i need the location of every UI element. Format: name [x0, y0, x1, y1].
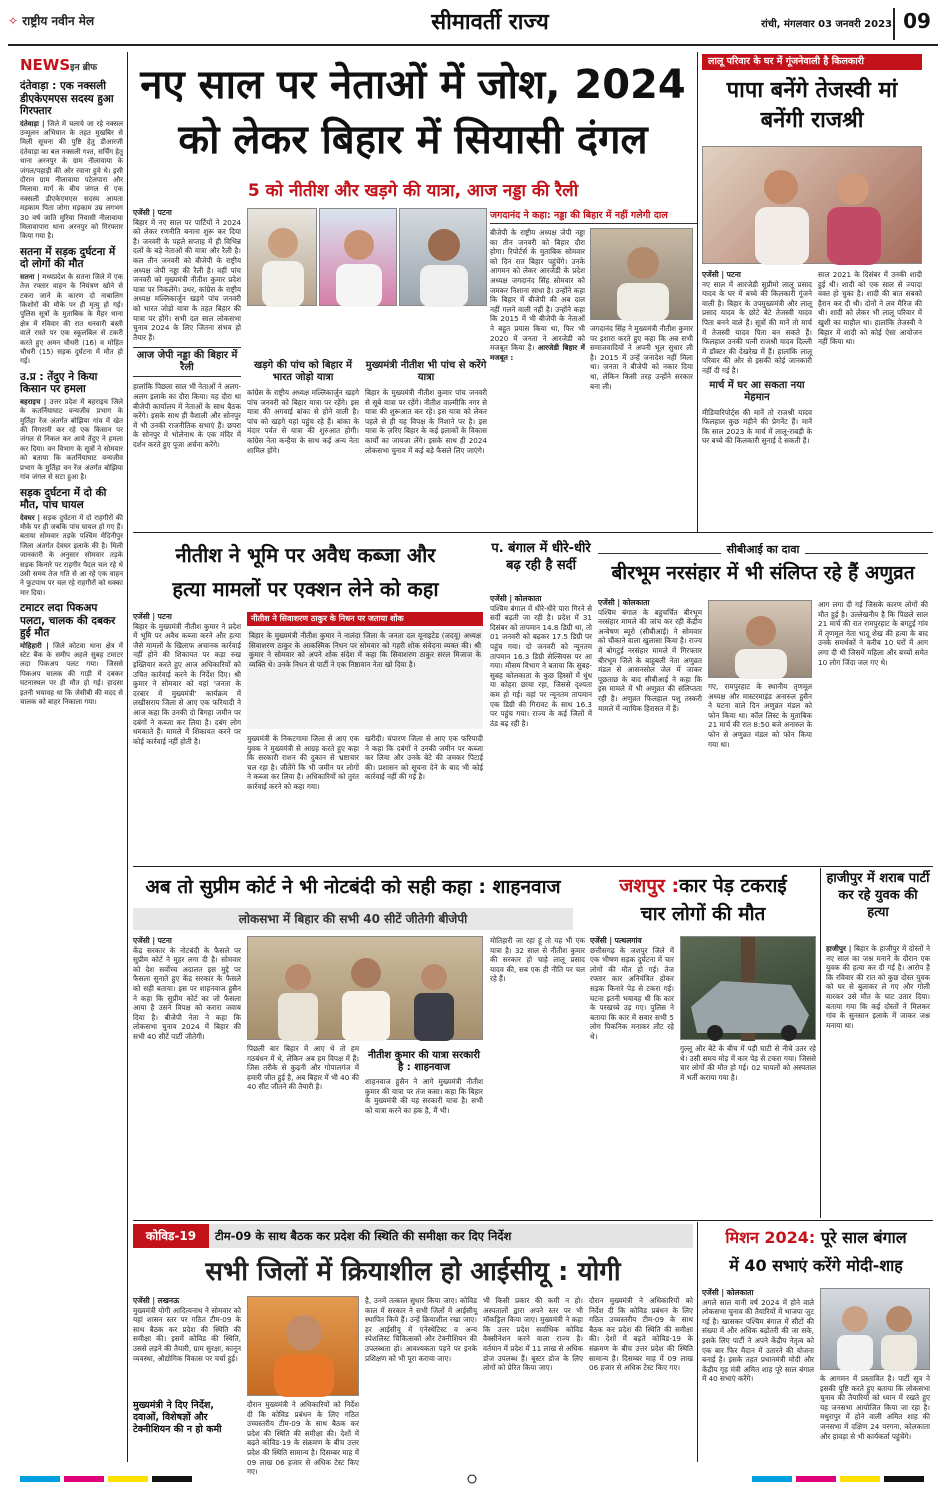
condolence-text: बिहार के मुख्यमंत्री नीतीश कुमार ने नालंदा जिला के जनता दल यूनाइटेड (जदयू) अध्यक्ष सिवाशरण ठाकुर के आकस्मिक निधन पर सोमवार को गहरी शोक संवेदना व्यक्त की। श्री कुमार ने सोमवार को अपने शोक संदेश में कहा कि सिवाशरण ठाकुर सरल मिजाज के व्यक्ति थे। उनके निधन से पार्टी ने एक निष्ठावान नेता खो दिया है। — [249, 631, 481, 669]
lead-body-col3 — [365, 310, 487, 510]
jagdanand-quote-text: जगदानंद सिंह ने मुख्यमंत्री नीतीश कुमार पर इशारा करते हुए कहा कि अब सभी समाजवादियों ने अपनी भूल सुधार ली है। 2015 में उन्हें जनादेश नहीं मिला था। जनता ने बीजेपी को नकार दिया था, लेकिन किसी तरह उन्होंने सरकार बना ली। — [590, 324, 693, 391]
lalu-headline: पापा बनेंगे तेजस्वी मां बनेंगी राजश्री — [726, 78, 898, 133]
covid-tag: कोविड-19 — [133, 1224, 209, 1248]
bird-icon: ✧ — [8, 14, 19, 28]
jagdanand-photo — [590, 228, 693, 320]
masthead — [0, 0, 945, 45]
brief-title: सड़क दुर्घटना में दो की मौत, पांच घायल — [20, 486, 107, 511]
lalu-dateline: एजेंसी | पटना — [702, 270, 741, 279]
sc-body3-text: मोतिहारी जा रहा हूं तो यह भी एक यात्रा है। 32 साल से नीतीश कुमार की सरकार हो चाहे लालू प्रसाद यादव की, सब एक ही नीति पर चल रहे हैं। — [490, 936, 585, 984]
person-icon — [320, 209, 398, 307]
brief-title: दंतेवाड़ा : एक नक्सली डीएकेएमएस सदस्य हुआ गिरफ्तार — [20, 80, 114, 117]
couple-photo-icon — [703, 147, 923, 265]
person-icon — [248, 1297, 360, 1397]
nitish-land-body-text: बिहार के मुख्यमंत्री नीतीश कुमार ने प्रदेश में भूमि पर अवैध कब्जा करने और हत्या जैसे मामलों के खिलाफ अचानक कार्रवाई नहीं होने की शिकायत पर कड़ा रुख इख्तियार करते हुए आज अधिकारियों को उचित कार्रवाई करने के निर्देश दिए। श्री कुमार ने सोमवार को यहां 'जनता के दरबार में मुख्यमंत्री' कार्यक्रम में लखीसराय जिला से आए एक फरियादी ने आज कहा कि उनकी दो बिगहा जमीन पर दबंगों ने कब्जा कर लिया है। दबंग लोग धमकाते हैं। मामले में शिकायत करने पर कोई कार्रवाई नहीं होती है। — [133, 621, 241, 746]
sc-body2-text: पिछली बार बिहार में आए थे तो हम गठबंधन में थे, लेकिन अब हम विपक्ष में हैं। जिस तरीके से कुढ़नी और गोपालगंज में हमारी जीत हुई है, अब बिहार में भी 40 की 40 सीट जीतने की तैयारी है। — [247, 1044, 359, 1092]
lalu-body-col1 — [702, 270, 812, 530]
lead-headline-line1: नए साल पर नेताओं में जोश, 2024 — [140, 62, 686, 108]
section-rule — [133, 532, 933, 533]
news-logo-tag: इन ब्रीफ — [70, 63, 98, 73]
news-logo-text: NEWS — [20, 56, 71, 74]
brief-text: उत्तर प्रदेश में बहराइच जिले के कतर्नियाघाट वन्यजीव प्रभाग के मुर्तिहा रेंज अंतर्गत बोझिया गांव में खेत की निगरानी कर रहे एक किसान पर जंगल से निकल कर आये तेंदुए ने हमला कर दिया। वन विभाग के सूत्रों ने सोमवार को बताया कि कतर्नियाघाट वन्यजीव प्रभाग के मुर्तिहा वन रेंज अंतर्गत बोझिया गांव जंगल से सटा हुआ है। — [20, 397, 124, 482]
page-number: 09 — [903, 9, 931, 33]
brief-dateline: देवघर | — [20, 513, 41, 522]
covid-body4-text: भी किसी प्रकार की कमी न हो। अस्पतालों द्वारा अपने स्तर पर भी मॉकड्रिल किया जाए। मुख्यमंत्री ने कहा कि उत्तर प्रदेश सर्वाधिक कोविड वैक्सीनेशन करने वाला राज्य है। वर्तमान में प्रदेश में 11 लाख से अधिक डोज उपलब्ध हैं। बूस्टर डोज के लिए लोगों को प्रेरित किया जाए। — [483, 1296, 583, 1373]
cbi-kicker — [598, 538, 928, 554]
sc-box — [365, 1050, 483, 1216]
person-icon — [591, 229, 694, 321]
paper-name: राष्ट्रीय नवीन मेल — [22, 14, 95, 28]
sc-headline: अब तो सुप्रीम कोर्ट ने भी नोटबंदी को सही कहा : शाहनवाज — [145, 876, 561, 898]
covid-body-text: मुख्यमंत्री योगी आदित्यनाथ ने सोमवार को यहां शासन स्तर पर गठित टीम-09 के साथ बैठक कर प्रदेश की स्थिति की समीक्षा की। इसमें कोविड की स्थिति, उससे लड़ने की तैयारी, ग्राम सुरक्षा, कानून व्यवस्था, औद्योगिक विकास पर चर्चा हुई। — [133, 1305, 241, 1363]
jagdanand-quote — [590, 324, 693, 524]
jashpur-headline-red: जशपुर : — [619, 875, 680, 897]
lalu-body-col2 — [818, 270, 922, 530]
covid-body2-text: दौरान मुख्यमंत्री ने अधिकारियों को निर्देश दी कि कोविड प्रबंधन के लिए गठित उच्चस्तरीय टीम-09 के साथ बैठक कर प्रदेश की स्थिति की समीक्षा की। देशों में बढ़ते कोविड-19 के संक्रमण के बीच उत्तर प्रदेश की स्थिति सामान्य है। दिसम्बर माह में 09 लाख 06 हजार से अधिक टेस्ट किए गए। — [247, 1400, 359, 1477]
section-rule — [133, 1220, 933, 1221]
nitish-photo — [247, 208, 317, 306]
covid-body5-text: दौरान मुख्यमंत्री ने अधिकारियों को निर्देश दी कि कोविड प्रबंधन के लिए गठित उच्चस्तरीय टीम-09 के साथ बैठक कर प्रदेश की स्थिति की समीक्षा की। देशों में बढ़ते कोविड-19 के संक्रमण के बीच उत्तर प्रदेश की स्थिति सामान्य है। दिसम्बर माह में 09 लाख 06 हजार से अधिक टेस्ट किए गए। — [589, 1296, 693, 1373]
covid-body-col4 — [483, 1296, 583, 1462]
section-rule — [133, 866, 933, 867]
brief-text: सड़क दुर्घटना में दो राहगीरों की मौके पर ही जबकि पांच घायल हो गए हैं। बताया सोमवार तड़के पश्चिम मेदिनीपुर जिला अंतर्गत देवघर इलाके की है। मिली जानकारी के अनुसार सोमवार तड़के सड़क किनारे पर राहगीर पैदल चल रहे थे उसी समय तेज गति से आ रहे एक वाहन ने फुटपाथ पर चल रहे राहगीरों को धक्का मार दिया। — [20, 513, 123, 597]
mission-body-text: अगले साल यानी वर्ष 2024 में होने वाले लोकसभा चुनाव की तैयारियों में भाजपा जुट गई है। खासकर पश्चिम बंगाल में सीटों की संख्या में और अधिक बढ़ोतरी की जा सके, इसके लिए पार्टी ने अपने केंद्रीय नेतृत्व को एक बार फिर मैदान में उतारने की योजना बनाई है। इसके तहत प्रधानमंत्री मोदी और केंद्रीय गृह मंत्री अमित शाह पूरे साल बंगाल में 40 सभाएं करेंगे। — [702, 1297, 814, 1384]
cbi-body-col1 — [598, 598, 702, 862]
nitish-land-body-col2 — [247, 734, 359, 862]
brief-text: जिले में चलाये जा रहे नक्सल उन्मूलन अभियान के तहत मुखबिर से मिली सूचना की पुष्टि हेतु डीआरजी दंतेवाड़ा का बल नक्सली गश्त, सर्चिंग हेतु थाना अरनपुर के ग्राम नीलावाया के जंगल/पहाड़ी की ओर रवाना हुये थे। इसी दौरान ग्राम नीलावाया पटेलपारा और मिलावा मार्ग के बीच जंगल से एक नक्सली डीएकेएमएस सदस्य आयता मड़काम पिता जोगा मड़काम उम्र लगभग 30 वर्ष जाति मुरिया निवासी नीलावाया मिलावापारा थाना अरनपुर को गिरफ्तार किया गया है। — [20, 119, 123, 241]
bengal-cold-headline: प. बंगाल में धीरे-धीरे बढ़ रही है सर्दी — [491, 541, 591, 573]
bengal-cold-body — [490, 594, 592, 862]
brief-text: जिले कोटवा थाना क्षेत्र में स्टेट बैंक के समीप अहले सुबह टमाटर लदा पिकअप पलट गया। जिससे पिकअप चालक की गाड़ी में दबकर घटनास्थल पर ही मौत हो गई। हादसा इतनी भयावह था कि जेसीबी की मदद से चालक को बाहर निकाला गया। — [20, 641, 123, 707]
person-icon — [248, 209, 318, 307]
cbi-kicker-text: सीबीआई का दावा — [721, 543, 806, 556]
brief-dateline: मोहिहारी | — [20, 641, 49, 650]
lead-box2-title: खड़गे की पांच को बिहार में भारत जोड़ो यात्रा — [254, 360, 352, 383]
car-icon — [681, 937, 817, 1041]
modi-shah-photo — [820, 1288, 930, 1370]
two-persons-icon — [821, 1289, 931, 1371]
mission-body2-text: के आगमन में प्रस्तावित है। पार्टी सूत्र ने इसकी पुष्टि करते हुए बताया कि लोकसभा चुनाव की तैयारियों को ध्यान में रखते हुए यह जनसभा आयोजित किया जा रहा है। मथुरापुर में होने वाली अमित शाह की जनसभा में दक्षिण 24 परगना, कोलकाता और हावड़ा से भी कार्यकर्ता पहुंचेंगे। — [820, 1374, 930, 1441]
lalu-box-title: मार्च में घर आ सकता नया मेहमान — [709, 379, 805, 403]
anubrata-photo — [708, 600, 812, 678]
brief-body — [20, 120, 123, 242]
nitish-land-headline-line2: हत्या मामलों पर एक्शन लेने को कहा — [172, 577, 439, 601]
sc-body-text: केंद्र सरकार के नोटबंदी के फैसले पर सुप्रीम कोर्ट ने मुहर लगा दी है। सोमवार को देश सर्वोच्च अदालत इस मुद्दे पर फैसला सुनाते हुए केंद्र सरकार के फैसले को सही बताया। इस पर शाहनवाज हुसैन ने कहा कि सुप्रीम कोर्ट का जो फैसला आया है उसने विपक्ष को करारा जवाब दिया है। बीजेपी नेता ने कहा कि लोकसभा चुनाव 2024 में बिहार की सभी 40 सीटें पार्टी जीतेगी। — [133, 945, 241, 1041]
lead-body-col2 — [247, 310, 359, 510]
hajipur-rule — [820, 868, 821, 1218]
brief-body — [20, 398, 123, 483]
lalu-body-text: नए साल में आरजेडी सुप्रीमो लालू प्रसाद यादव के घर में बच्चे की किलकारी गूंजने वाली है। बिहार के उपमुख्यमंत्री और लालू प्रसाद यादव के छोटे बेटे तेजस्वी यादव पिता बनने वाले हैं। सूत्रों की मानें तो मार्च में तेजस्वी यादव पिता बन सकते हैं। फिलहाल उनकी पत्नी राजश्री यादव दिल्ली में डॉक्टर की देखरेख में हैं। हालांकि लालू परिवार की ओर से इसकी कोई जानकारी नहीं दी गई है। — [702, 279, 812, 375]
covid-strap-text: टीम-09 के साथ बैठक कर प्रदेश की स्थिति की समीक्षा कर दिए निर्देश — [215, 1229, 512, 1243]
mission-headline-line1 — [702, 1224, 930, 1252]
masthead-rule — [8, 44, 938, 46]
lead-box3-title: मुख्यमंत्री नीतीश भी पांच से करेंगे यात्रा — [365, 360, 487, 383]
nitish-land-body-col3 — [365, 734, 483, 862]
hajipur-headline: हाजीपुर में शराब पार्टी कर रहे युवक की हत्या — [826, 871, 930, 920]
bengal-cold-text: पश्चिम बंगाल में धीरे-धीरे पारा गिरने से सर्दी बढ़ती जा रही है। प्रदेश में 31 दिसंबर को तापमान 14.8 डिग्री था, तो 01 जनवरी को बढ़कर 17.5 डिग्री पर पहुंच गया। दो जनवरी को न्यूनतम तापमान 16.3 डिग्री सेल्सियस पर आ गया। मौसम विभाग ने बताया कि सुबह-सुबह कोलकाता के कुछ हिस्सों में धुंध या कोहरा छाया रहा, जिससे दृश्यता कम हो गई। वहां पर न्यूनतम तापमान एक डिग्री की गिरावट के साथ 16.3 पर पहुंच गया। राज्य के कई जिलों में ठंड बढ़ रही है। — [490, 603, 592, 728]
cbi-dateline: एजेंसी | कोलकाता — [598, 598, 650, 607]
nitish-land-dateline: एजेंसी | पटना — [133, 612, 172, 621]
kharge-photo — [399, 208, 487, 306]
group-photo-icon — [248, 937, 484, 1041]
jashpur-body2-text: गुल्लू और बेटे के बीच में पड़ी घाटी से नीचे उतर रहे थे। उसी समय मोड़ में कार पेड़ से टकरा गया। जिससे चार लोगों की मौत हो गई। 02 घायलों को अस्पताल में भर्ती कराया गया है। — [680, 1044, 816, 1082]
brief-body — [20, 273, 123, 367]
brief-dateline: सतना | — [20, 272, 40, 281]
hajipur-body-text: बिहार के हाजीपुर में दोस्तों ने नए साल का जश्न मनाने के दौरान एक युवक की हत्या कर दी गई है। आरोप है कि रविवार की रात को कुछ दोस्त युवक को घर से बुलाकर ले गए और गोली मारकर उसे मौत के घाट उतार दिया। बताया गया कि कई दोस्तों ने मिलकर गांव के सुनसान इलाके में जाकर जश्न मनाया था। — [826, 944, 930, 1030]
jashpur-body-col2 — [680, 1044, 816, 1216]
mission-headline-line2: में 40 सभाएं करेंगे मोदी-शाह — [729, 1256, 903, 1275]
jashpur-headline-black: कार पेड़ टकराई — [679, 875, 787, 897]
brief-title: टमाटर लदा पिकअप पलटा, चालक की दबकर हुई मौत — [20, 602, 116, 640]
bengal-cold-dateline: एजेंसी | कोलकाता — [490, 594, 542, 603]
sc-dateline: एजेंसी | पटना — [133, 936, 172, 945]
nitish-land-body-col1 — [133, 612, 241, 862]
jashpur-headline-line2: चार लोगों की मौत — [640, 903, 766, 925]
tejashwi-photo — [702, 146, 922, 264]
registration-marks-icon — [0, 1473, 945, 1485]
mission-body-col1 — [702, 1288, 814, 1462]
cbi-body-col3 — [818, 600, 928, 862]
car-crash-photo — [680, 936, 816, 1040]
covid-dateline: एजेंसी | लखनऊ — [133, 1296, 179, 1305]
brief-dateline: बहराइच | — [20, 397, 47, 406]
covid-body-col5 — [589, 1296, 693, 1462]
jagdanand-body — [490, 228, 585, 525]
news-brief-logo — [20, 56, 123, 78]
jashpur-headline — [590, 872, 816, 930]
covid-body-col2 — [247, 1400, 359, 1477]
cbi-body3-text: आग लगा दी गई जिसके कारण लोगों की मौत हुई है। उल्लेखनीय है कि पिछले साल 21 मार्च की रात रामपुरहाट के बगटुई गांव में तृणमूल नेता भादू शेख की हत्या के बाद उनके समर्थकों ने करीब 10 घरों में आग लगा दी थी जिसमें महिला और बच्चों समेत 10 लोग जिंदा जल गए थे। — [818, 600, 928, 667]
nitish-land-body3-text: खरीदी। चंपारण जिला से आए एक फरियादी ने कहा कि दबंगों ने उनकी जमीन पर कब्जा कर लिया और उनके बेटे की जमकर पिटाई की। प्रशासन को सूचना देने के बाद भी कोई कार्रवाई नहीं की गई है। — [365, 734, 483, 782]
jashpur-dateline: एजेंसी | पत्थलगांव — [590, 936, 642, 945]
lead-body-text: बिहार में नए साल पर पार्टियों ने 2024 को लेकर रणनीति बनाना शुरू कर दिया है। जनवरी के पहले सप्ताह में ही विभिन्न दलों के बड़े नेताओं की यात्रा और रैली है। कल तीन जनवरी को बीजेपी के राष्ट्रीय अध्यक्ष जेपी नड्डा की रैली है। वहीं पांच जनवरी को मुख्यमंत्री नीतीश कुमार प्रदेश यात्रा पर निकलेंगे। उधर, कांग्रेस के राष्ट्रीय अध्यक्ष मल्लिकार्जुन खड़गे पांच जनवरी को भारत जोड़ो यात्रा के तहत बिहार की यात्रा पर होंगे। सभी दल साल लोकसभा चुनाव 2024 के लिए जितना संभव हो तैयार हैं। — [133, 217, 241, 342]
mission-dateline: एजेंसी | कोलकाता — [702, 1288, 754, 1297]
sc-box-body: शाहनवाज हुसैन ने आगे मुख्यमंत्री नीतीश कुमार की यात्रा पर तंज कसा। कहा कि बिहार के मुख्यमंत्री की यह सरकारी यात्रा है। सभी को यात्रा करने का हक है, मैं भी। — [365, 1077, 483, 1115]
sc-box-title: नीतीश कुमार की यात्रा सरकारी है : शाहनवाज — [367, 1050, 481, 1073]
mission-body-col2 — [820, 1374, 930, 1462]
lead-box3-body: बिहार के मुख्यमंत्री नीतीश कुमार पांच जनवरी से सूबे यात्रा पर रहेंगे। नीतीश वाल्मीकि नगर से यात्रा की शुरूआत कर रहे। इस यात्रा को लेकर पहले से ही यह विपक्ष के निशाने पर है। इस यात्रा के ज़रिए बिहार के कई इलाकों के विकास कार्यों का जायजा लेंगे। इसके साथ ही 2024 लोकसभा चुनाव में कई बड़े फैसले लिए जाएंगे। — [365, 388, 487, 455]
mission-rule — [697, 1222, 698, 1462]
brief-body — [20, 642, 123, 708]
lalu-kicker: लालू परिवार के घर में गूंजनेवाली है किलकारी — [702, 54, 922, 70]
covid-strap — [133, 1224, 693, 1248]
lead-box1-body: हालांकि पिछला साल भी नेताओं ने अलग-अलग इलाके का दौरा किया। यह दौरा था बीजेपी कार्यालय में नेताओं के साथ बैठक करेंगे। इसके साथ ही वैशाली और सोनपुर में भी उनकी राजनीतिक सभाएं हैं। छपरा के सोनपुर में भोलेनाथ के एक मंदिर में दर्शन करते हुए पूजा अर्चना करेंगे। — [133, 382, 242, 449]
person-icon — [400, 209, 488, 307]
hajipur-body — [826, 944, 930, 1216]
lead-box1-title: आज जेपी नड्डा की बिहार में रैली — [133, 347, 241, 377]
lead-headline-line2: को लेकर बिहार में सियासी दंगल — [178, 117, 648, 163]
jashpur-body-text: छत्तीसगढ़ के जशपुर जिले में एक भीषण सड़क दुर्घटना में चार लोगों की मौत हो गई। तेज रफ्तार कार अनियंत्रित होकर सड़क किनारे पेड़ से टकरा गई। घटना इतनी भयावह थी कि कार के परखच्चे उड़ गए। पुलिस ने बताया कि कार में सवार सभी 5 लोग पिकनिक मनाकर लौट रहे थे। — [590, 945, 674, 1041]
brief-title: सतना में सड़क दुर्घटना में दो लोगों की मौत — [20, 245, 116, 271]
covid-box: मुख्यमंत्री ने दिए निर्देश, दवाओं, विशेषज्ञों और टेक्नीशियन की न हो कमी — [133, 1400, 222, 1435]
sc-subhead: लोकसभा में बिहार की सभी 40 सीटें जीतेगी बीजेपी — [133, 908, 573, 930]
lead-subhead: 5 को नीतीश और खड़गे की यात्रा, आज नड्डा की रैली — [247, 181, 579, 201]
nitish-land-headline — [133, 538, 478, 610]
cbi-body-col2 — [708, 682, 812, 862]
jagdanand-quote-label: आरजेडी बिहार में मजबूत : — [490, 343, 585, 362]
lead-dateline: एजेंसी | पटना — [133, 208, 172, 217]
brief-body — [20, 514, 123, 599]
news-brief-column — [20, 56, 123, 1464]
print-registration-strip — [0, 1470, 945, 1482]
brief-text: मध्यप्रदेश के सतना जिले में एक तेज रफ्तार वाहन के नियंत्रण खोने से टकरा जाने के कारण दो नाबालिग किशोरों की मौके पर ही मृत्यु हो गई। पुलिस सूत्रों के मुताबिक के मैहर थाना क्षेत्र में रविवार की रात धनवारी बस्ती वाले रास्ते पर एक स्कूलबिल से टकरी करते हुए अमन चौधरी (16) व मोहित चौधरी (15) सड़क दुर्घटना में मौत हो गई। — [20, 272, 123, 366]
sc-body-col4 — [490, 936, 585, 1216]
hajipur-dateline: हाजीपुर | — [826, 944, 852, 953]
covid-body-col3 — [365, 1296, 477, 1462]
dateline: रांची, मंगलवार 03 जनवरी 2023 — [761, 19, 892, 30]
covid-headline: सभी जिलों में क्रियाशील हो आईसीयू : योगी — [205, 1257, 621, 1287]
yogi-photo — [247, 1296, 359, 1396]
brief-dateline: दंतेवाड़ा | — [20, 119, 45, 128]
jagdanand-kicker: जगदानंद ने कहा: नड्डा की बिहार में नहीं गलेगी दाल — [490, 208, 698, 224]
cbi-headline: बीरभूम नरसंहार में भी संलिप्त रहे हैं अणुव्रत — [611, 562, 915, 584]
brief-title: उ.प्र : तेंदुए ने किया किसान पर हमला — [20, 370, 98, 396]
lalu-body2-text: साल 2021 के दिसंबर में उनकी शादी हुई थी। शादी को एक साल से ज्यादा वक्त हो चुका है। शादी की बात सबको हैरान कर दी थी। दोनों ने लव मैरिज की थी। शादी को लेकर भी लालू परिवार में खुशी का माहौल था। हालांकि तेजस्वी ने बिहार में शादी को कोई ऐसा आयोजन नहीं किया था। — [818, 270, 922, 347]
mission-headline — [702, 1224, 930, 1284]
masthead-divider — [893, 8, 895, 40]
sc-body-col2 — [247, 1044, 359, 1216]
lead-right-rule — [697, 52, 698, 532]
lead-box2-body: कांग्रेस के राष्ट्रीय अध्यक्ष मल्लिकार्जुन खड़गे पांच जनवरी को बिहार यात्रा पर रहेंगे। इस यात्रा की अगवाई बांका से होने वाली है। पांच को खड़गे यहां पहुंच रहे हैं। बांका के मंदार पर्वत से यात्रा की शुरुआत होगी। कांग्रेस नेता कन्हैया के साथ कई अन्य नेता शामिल होंगे। — [247, 388, 359, 455]
lead-body-col1 — [133, 208, 241, 508]
lead-headline — [133, 58, 693, 172]
cbi-body-text: पश्चिम बंगाल के बहुचर्चित बीरभूम नरसंहार मामले की जांच कर रही केंद्रीय अन्वेषण ब्यूरो (सीबीआई) ने सोमवार को चौंकाने वाला खुलासा किया है। राज्य में बोगटुई नरसंहार मामले में गिरफ्तार बीरभूम जिले के बाहुबली नेता अणुव्रत मंडल से आसनसोल जेल में जाकर पूछताछ के बाद सीबीआई ने कहा कि इस मामले में भी अणुव्रत की संलिप्तता रही है। अणुव्रत फिलहाल पशु तस्करी मामले में न्यायिक हिरासत में हैं। — [598, 607, 702, 713]
covid-body3-text: है, उनमें तत्काल सुधार किया जाए। कोविड काल में सरकार ने सभी जिलों में आईसीयू स्थापित किये हैं। उन्हें क्रियाशील रखा जाए। हर आईसीयू में एनेस्थेटिस्ट व अन्य स्पेशलिस्ट चिकित्सकों और टेक्नीशियन की उपलब्धता हो। आवश्यकता पड़ने पर इनके प्रशिक्षण को भी पूरा कराया जाए। — [365, 1296, 477, 1363]
jagdanand-body-text: बीजेपी के राष्ट्रीय अध्यक्ष जेपी नड्डा का तीन जनवरी को बिहार दौरा होगा। रिपोर्टर्स के मुताबिक सोमवार को दिन रात बिहार पहुंचेंगे। उनके आगमन को लेकर आरजेडी के प्रदेश अध्यक्ष जगदानंद सिंह सोमवार को जमकर निशाना साधा है। उन्होंने कहा कि बिहार में बीजेपी की अब दाल नहीं गलने वाली नहीं है। उन्होंने कहा कि 2015 में भी बीजेपी के नेताओं ने बहुत प्रयास किया था, फिर भी 2020 में जनता ने आरजेडी को मजबूत किया है। — [490, 228, 585, 353]
nitish-land-headline-line1: नीतीश ने भूमि पर अवैध कब्जा और — [175, 543, 436, 567]
paper-logo — [8, 12, 188, 32]
nadda-photo — [319, 208, 397, 306]
jashpur-body — [590, 936, 674, 1216]
condolence-body — [247, 629, 483, 729]
section-title: सीमावर्ती राज्य — [431, 10, 549, 35]
jashpur-headline-line1 — [590, 872, 816, 900]
mission-headline-red: मिशन 2024: — [725, 1228, 816, 1247]
person-icon — [709, 601, 813, 679]
shahnawaz-photo — [247, 936, 483, 1040]
lalu-box-body: मीडियारिपोर्ट्स की मानें तो राजश्री यादव फिलहाल कुछ महीने की प्रेगनेंट हैं। मानें कि साल 2023 के मार्च में लालू-राबड़ी के घर बच्चे की किलकारी सुनाई दे सकती है। — [702, 407, 812, 446]
brief-column-rule — [127, 52, 128, 1462]
condolence-kicker: नीतीश ने सिवाशरण ठाकुर के निधन पर जताया शोक — [247, 612, 483, 626]
sc-body-col1 — [133, 936, 241, 1216]
nitish-land-body2-text: मुख्यमंत्री के निकटगामा जिला से आए एक युवक ने मुख्यमंत्री से आग्रह करते हुए कहा कि सरकारी राशन की दुकान से भ्रष्टाचार चल रहा है। जीतेंगे कि भी जमीन पर लोगों ने कब्जा कर लिया है। अधिकारियों को तुरंत कार्रवाई करने को कहा गया। — [247, 734, 359, 791]
mission-headline-black: पूरे साल बंगाल — [820, 1228, 907, 1247]
cbi-body2-text: गए, रामपुरहाट के स्थानीय तृणमूल अध्यक्ष और मास्टरमाइंड अनारुल हुसैन ने घटना वाले दिन अणुव्रत मंडल को फोन किया था। कॉल लिस्ट के मुताबिक 21 मार्च की रात 8:50 बजे अनारुल के फोन से अणुव्रत मंडल को फोन किया गया था। — [708, 682, 812, 749]
